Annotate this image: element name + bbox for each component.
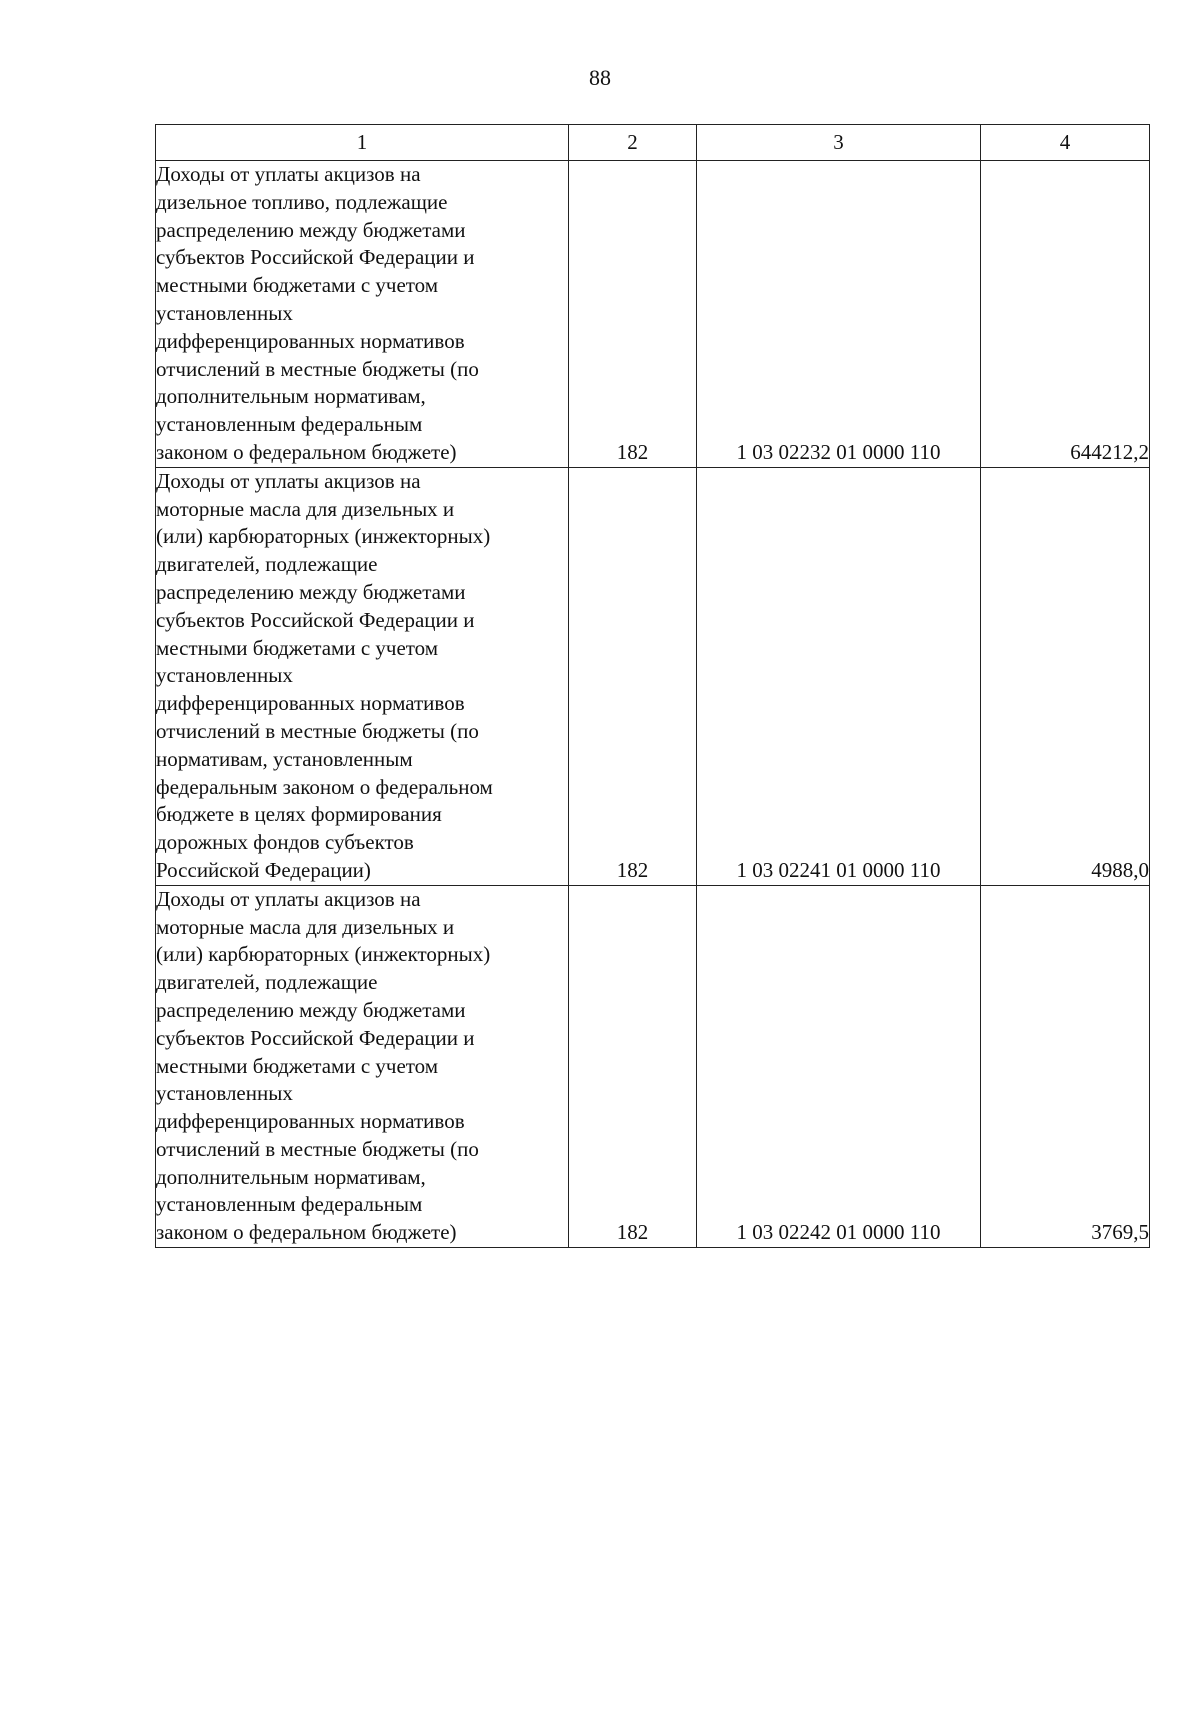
table-row <box>156 885 1150 1247</box>
admin-code: 182 <box>569 885 697 1247</box>
income-description: Доходы от уплаты акцизов на дизельное топливо, подлежащие распределению между бюджетами субъектов Российской Федерации и местными бюджетами с учетом установленных дифференцированных нормативов отчислений в местные бюджеты (по дополнительным нормативам, установленным федеральным законом о федеральном бюджете) <box>156 161 569 468</box>
income-description: Доходы от уплаты акцизов на моторные масла для дизельных и (или) карбюраторных (инжекторных) двигателей, подлежащие распределению между бюджетами субъектов Российской Федерации и местными бюджетами с учетом установленных дифференцированных нормативов отчислений в местные бюджеты (по нормативам, установленным федеральным законом о федеральном бюджете в целях формирования дорожных фондов субъектов Российской Федерации) <box>156 467 569 885</box>
admin-code: 182 <box>569 161 697 468</box>
table-header-row <box>156 125 1150 161</box>
column-header-2: 2 <box>569 125 697 161</box>
column-header-1: 1 <box>156 125 569 161</box>
income-code: 1 03 02232 01 0000 110 <box>697 161 981 468</box>
amount: 644212,2 <box>981 161 1150 468</box>
income-description: Доходы от уплаты акцизов на моторные масла для дизельных и (или) карбюраторных (инжекторных) двигателей, подлежащие распределению между бюджетами субъектов Российской Федерации и местными бюджетами с учетом установленных дифференцированных нормативов отчислений в местные бюджеты (по дополнительным нормативам, установленным федеральным законом о федеральном бюджете) <box>156 885 569 1247</box>
amount: 3769,5 <box>981 885 1150 1247</box>
table-row <box>156 161 1150 468</box>
column-header-4: 4 <box>981 125 1150 161</box>
page-number: 88 <box>589 65 611 90</box>
admin-code: 182 <box>569 467 697 885</box>
column-header-3: 3 <box>697 125 981 161</box>
table-row <box>156 467 1150 885</box>
amount: 4988,0 <box>981 467 1150 885</box>
income-code: 1 03 02241 01 0000 110 <box>697 467 981 885</box>
budget-income-table <box>155 124 1150 1248</box>
income-code: 1 03 02242 01 0000 110 <box>697 885 981 1247</box>
